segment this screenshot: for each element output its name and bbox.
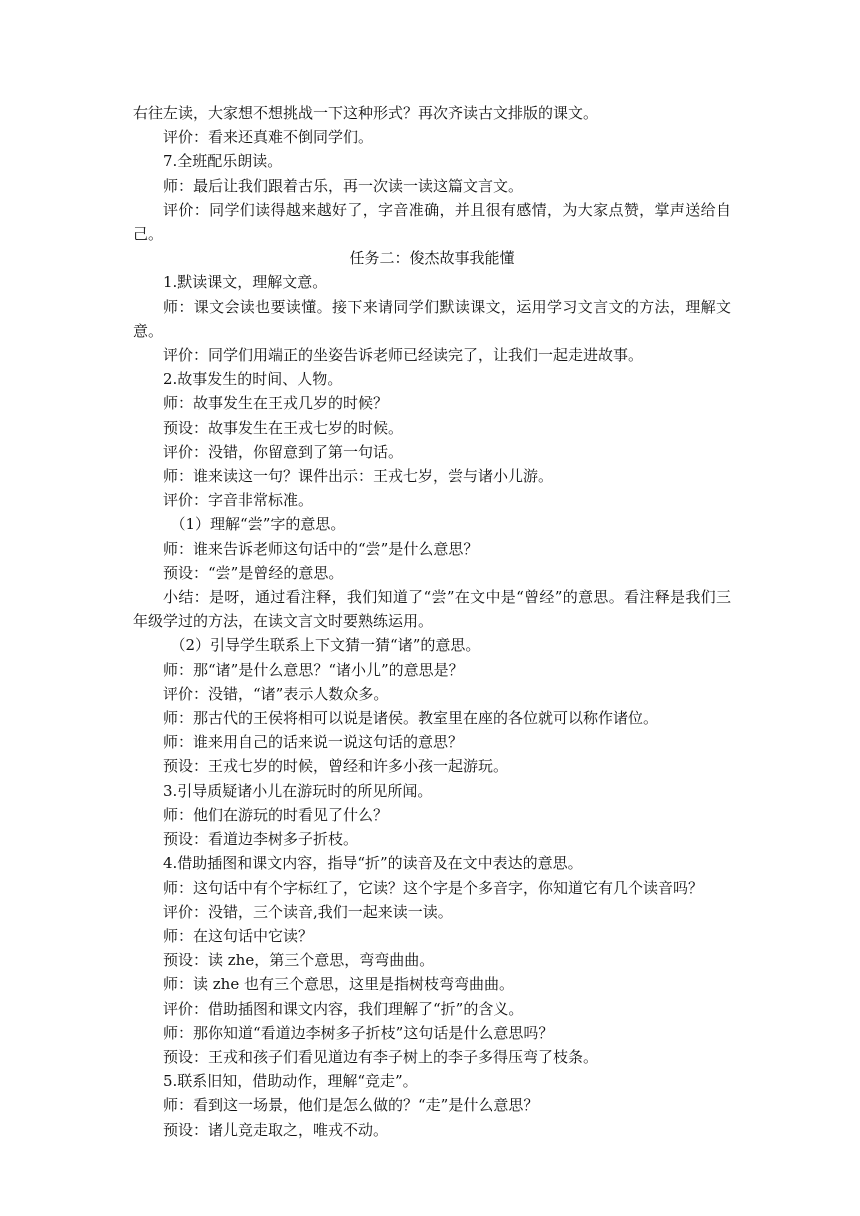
paragraph: 师：他们在游玩的时看见了什么？ [163,805,389,824]
paragraph: （1）理解“尝”字的意思。 [170,515,346,534]
paragraph: 师：那“诸”是什么意思？“诸小儿”的意思是？ [163,660,464,679]
paragraph: 师：课文会读也要读懂。接下来请同学们默读课文，运用学习文言文的方法，理解文意。 [133,297,731,340]
paragraph: 评价：看来还真难不倒同学们。 [163,128,374,147]
paragraph: 师：在这句话中它读？ [163,926,314,945]
paragraph: 师：谁来告诉老师这句话中的“尝”是什么意思？ [163,539,479,558]
paragraph: 1.默读课文，理解文意。 [163,273,328,292]
paragraph: 预设：故事发生在王戎七岁的时候。 [163,418,404,437]
paragraph: 评价：借助插图和课文内容，我们理解了“折”的含义。 [163,999,524,1018]
paragraph: 师：这句话中有个字标红了，它读？这个字是个多音字，你知道它有几个读音吗？ [163,878,704,897]
paragraph: （2）引导学生联系上下文猜一猜“诸”的意思。 [170,636,481,655]
paragraph: 师：最后让我们跟着古乐，再一次读一读这篇文言文。 [163,176,524,195]
paragraph: 师：那古代的王侯将相可以说是诸侯。教室里在座的各位就可以称作诸位。 [163,709,659,728]
paragraph: 评价：没错，你留意到了第一句话。 [163,442,404,461]
paragraph: 师：读 zhe 也有三个意思，这里是指树枝弯弯曲曲。 [163,975,514,994]
paragraph: 师：那你知道“看道边李树多子折枝”这句话是什么意思吗？ [163,1023,554,1042]
paragraph: 师：谁来读这一句？课件出示：王戎七岁，尝与诸小儿游。 [163,467,554,486]
paragraph: 3.引导质疑诸小儿在游玩时的所见所闻。 [163,781,433,800]
paragraph: 预设：诸儿竞走取之，唯戎不动。 [163,1120,389,1139]
paragraph: 5.联系旧知，借助动作，理解“竞走”。 [163,1072,418,1091]
paragraph: 预设：“尝”是曾经的意思。 [163,563,344,582]
paragraph: 评价：没错，三个读音,我们一起来读一读。 [163,902,453,921]
paragraph: 4.借助插图和课文内容，指导“折”的读音及在文中表达的意思。 [163,854,583,873]
paragraph: 师：谁来用自己的话来说一说这句话的意思？ [163,733,464,752]
paragraph: 评价：同学们读得越来越好了，字音准确，并且很有感情，为大家点赞，掌声送给自己。 [133,200,731,244]
paragraph: 预设：王戎和孩子们看见道边有李子树上的李子多得压弯了枝条。 [163,1047,599,1066]
paragraph: 评价：没错，“诸”表示人数众多。 [163,684,389,703]
paragraph: 7.全班配乐朗读。 [163,152,283,171]
paragraph: 小结：是呀，通过看注释，我们知道了“尝”在文中是“曾经”的意思。看注释是我们三年级学过的方法，在读文言文时要熟练运用。 [133,588,731,631]
paragraph: 评价：字音非常标准。 [163,491,314,510]
paragraph: 预设：看道边李树多子折枝。 [163,830,359,849]
paragraph: 预设：读 zhe，第三个意思，弯弯曲曲。 [163,951,435,970]
paragraph: 预设：王戎七岁的时候，曾经和许多小孩一起游玩。 [163,757,509,776]
paragraph: 评价：同学们用端正的坐姿告诉老师已经读完了，让我们一起走进故事。 [163,346,644,365]
paragraph: 师：看到这一场景，他们是怎么做的？“走”是什么意思？ [163,1096,539,1115]
document-page [133,101,731,1142]
paragraph: 右往左读，大家想不想挑战一下这种形式？再次齐读古文排版的课文。 [133,104,599,122]
section-heading: 任务二：俊杰故事我能懂 [349,249,515,268]
paragraph: 2.故事发生的时间、人物。 [163,370,343,389]
paragraph: 师：故事发生在王戎几岁的时候？ [163,394,389,413]
